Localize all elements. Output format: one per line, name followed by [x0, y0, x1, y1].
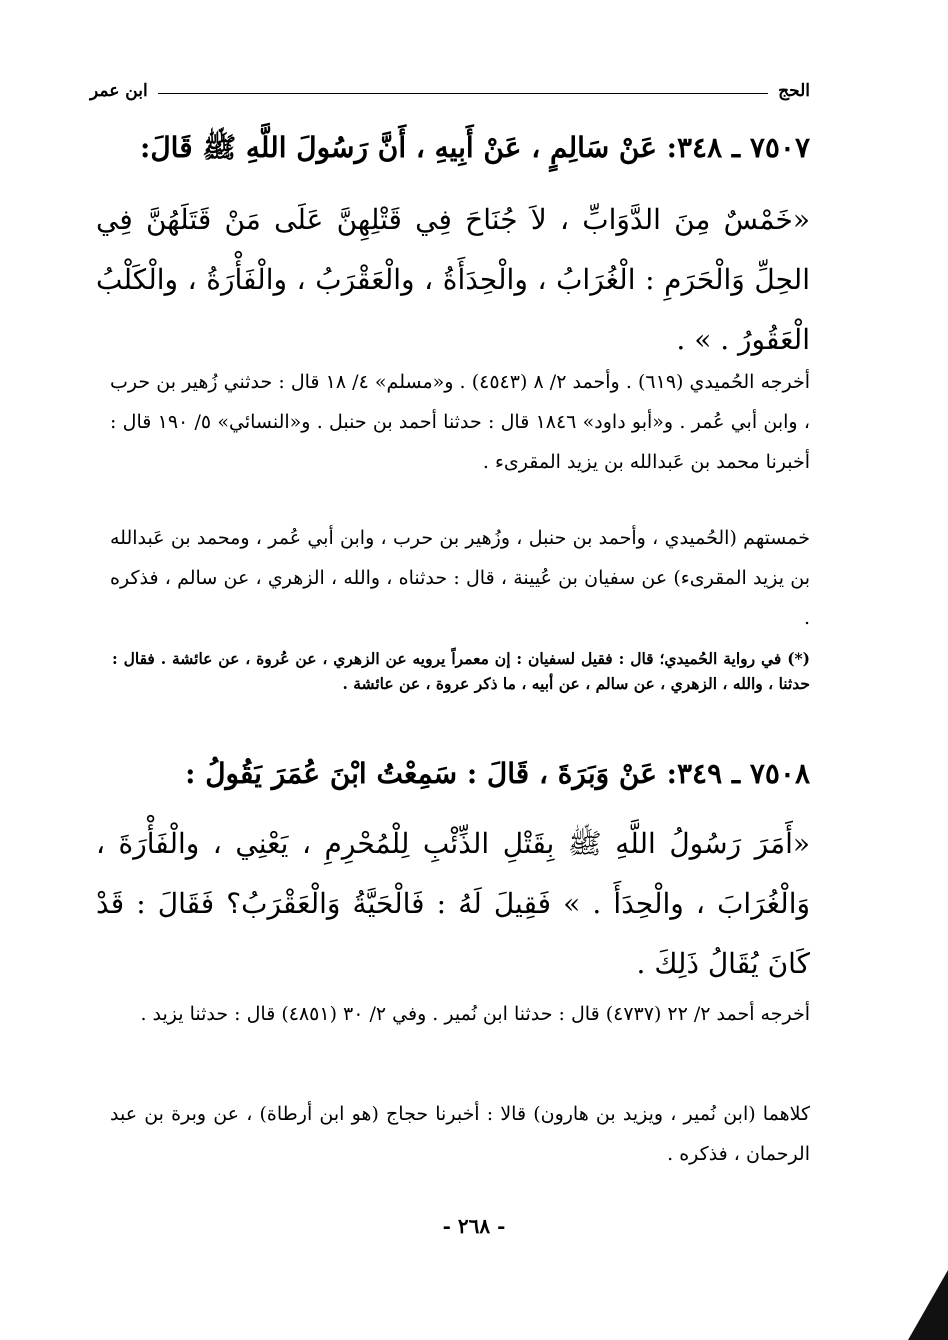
header-rule	[158, 93, 768, 94]
hadith-7508	[96, 744, 810, 994]
takhrij-7507-chain: خمستهم (الحُميدي ، وأحمد بن حنبل ، وزُهير بن حرب ، وابن أبي عُمر ، ومحمد بن عَبدالله بن يزيد المقرىء) عن سفيان بن عُيينة ، قال : حدثناه ، والله ، الزهري ، عن سالم ، فذكره .	[110, 527, 810, 629]
takhrij-7507-sources: أخرجه الحُميدي (٦١٩) . وأحمد ٢/ ٨ (٤٥٤٣) . و«مسلم» ٤/ ١٨ قال : حدثني زُهير بن حرب ، وابن أبي عُمر . و«أبو داود» ١٨٤٦ قال : حدثنا أحمد بن حنبل . و«النسائي» ٥/ ١٩٠ قال : أخبرنا محمد بن عَبدالله بن يزيد المقرىء .	[110, 371, 811, 473]
hadith-7507	[96, 118, 810, 370]
takhrij-7508-sources: أخرجه أحمد ٢/ ٢٢ (٤٧٣٧) قال : حدثنا ابن نُمير . وفي ٢/ ٣٠ (٤٨٥١) قال : حدثنا يزيد .	[140, 1003, 810, 1025]
running-header	[90, 76, 810, 106]
hadith-7507-text: «خَمْسٌ مِنَ الدَّوَابِّ ، لاَ جُنَاحَ فِي قَتْلِهِنَّ عَلَى مَنْ قَتَلَهُنَّ فِي الحِلِّ وَالْحَرَمِ : الْغُرَابُ ، والْحِدَأَةُ ، والْعَقْرَبُ ، والْفَأْرَةُ ، والْكَلْبُ الْعَقُورُ . » .	[96, 203, 810, 356]
page-number: - ٢٦٨ -	[442, 1214, 506, 1238]
hadith-7508-heading: ٧٥٠٨ ـ ٣٤٩: عَنْ وَبَرَةَ ، قَالَ : سَمِعْتُ ابْنَ عُمَرَ يَقُولُ :	[185, 757, 810, 790]
scan-corner-shadow	[908, 1270, 948, 1340]
section-title: ابن عمر	[90, 81, 148, 101]
takhrij-7508-chain: كلاهما (ابن نُمير ، ويزيد بن هارون) قالا : أخبرنا حجاج (هو ابن أرطاة) ، عن وبرة بن عبد الرحمان ، فذكره .	[110, 1103, 810, 1165]
footnote: (*) في رواية الحُميدي؛ قال : فقيل لسفيان : إن معمراً يرويه عن الزهري ، عن عُروة ، عن عائشة . فقال : حدثنا ، والله ، الزهري ، عن سالم ، عن أبيه ، ما ذكر عروة ، عن عائشة .	[112, 649, 810, 693]
hadith-7507-heading: ٧٥٠٧ ـ ٣٤٨: عَنْ سَالِمٍ ، عَنْ أَبِيهِ ، أَنَّ رَسُولَ اللَّهِ ﷺ قَالَ:	[139, 131, 810, 164]
chapter-title: الحج	[778, 81, 810, 101]
hadith-7508-text: «أَمَرَ رَسُولُ اللَّهِ ﷺ بِقَتْلِ الذِّئْبِ لِلْمُحْرِمِ ، يَعْنِي ، والْفَأْرَةَ ، وَالْغُرَابَ ، والْحِدَأَ . » فَقِيلَ لَهُ : فَالْحَيَّةُ وَالْعَقْرَبُ؟ فَقَالَ : قَدْ كَانَ يُقَالُ ذَلِكَ .	[96, 827, 810, 980]
